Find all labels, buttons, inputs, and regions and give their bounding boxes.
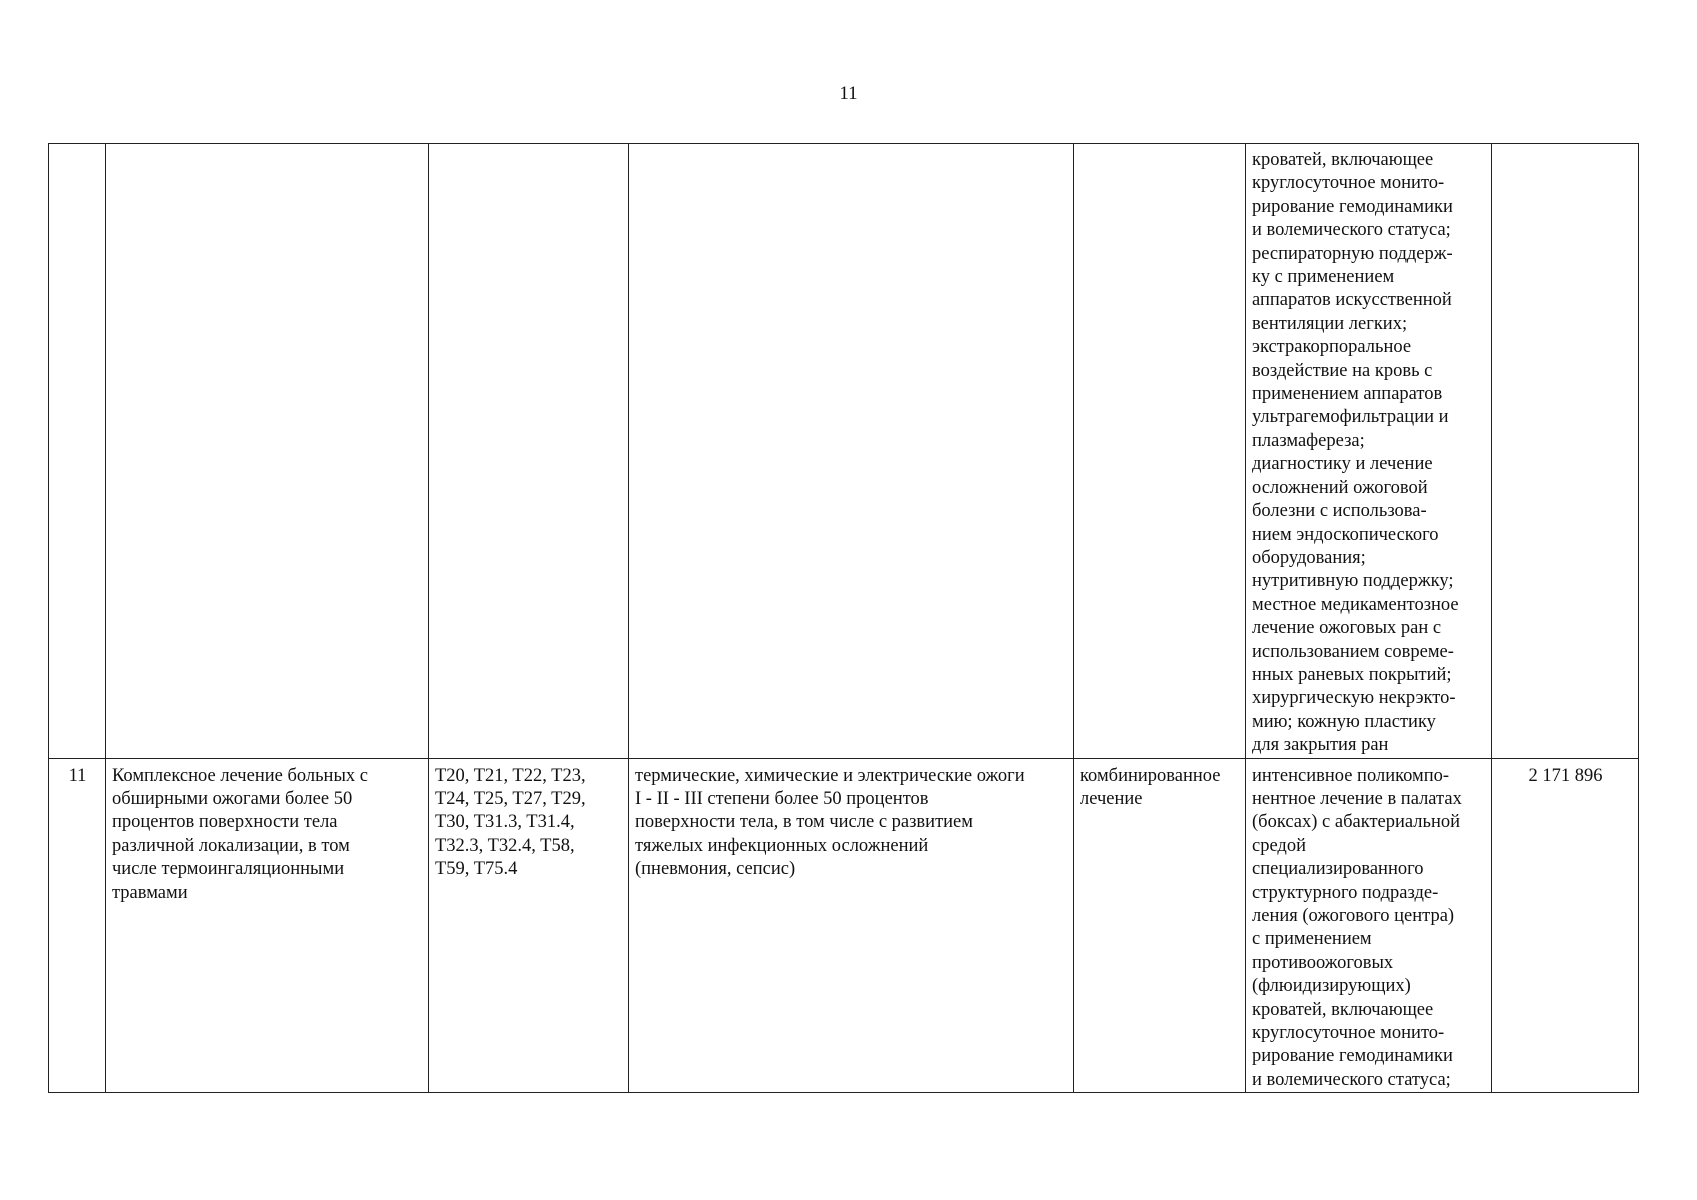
care-type-cell [106,144,429,759]
treatment-type-cell: комбинированное лечение [1074,758,1246,1093]
table-row [49,758,1639,1093]
cost-cell: 2 171 896 [1492,758,1639,1093]
patient-model-cell: термические, химические и электрические ожоги I - II - III степени более 50 процентов поверхности тела, в том числе с развитием тяжелых инфекционных осложнений (пневмония, сепсис) [629,758,1074,1093]
care-type-cell: Комплексное лечение больных с обширными ожогами более 50 процентов поверхности тела различной локализации, в том числе термоингаляционными травмами [106,758,429,1093]
page-number: 11 [839,83,858,104]
table-row [49,144,1639,759]
cost-cell [1492,144,1639,759]
row-number-cell: 11 [49,758,106,1093]
patient-model-cell [629,144,1074,759]
medical-care-table [48,143,1639,1093]
row-number-cell [49,144,106,759]
treatment-type-cell [1074,144,1246,759]
icd-codes-cell [429,144,629,759]
treatment-method-cell: кроватей, включающее круглосуточное монито- рирование гемодинамики и волемического статуса; респираторную поддерж- ку с применением аппаратов искусственной вентиляции легких; экстракорпоральное воздействие на кровь с применением аппаратов ультрагемофильтрации и плазмафереза; диагностику и лечение осложнений ожоговой болезни с использова- нием эндоскопического оборудования; нутритивную поддержку; местное медикаментозное лечение ожоговых ран с использованием совреме- нных раневых покрытий; хирургическую некрэкто- мию; кожную пластику для закрытия ран [1246,144,1492,759]
treatment-method-cell: интенсивное поликомпо- нентное лечение в палатах (боксах) с абактериальной средой специализированного структурного подразде- ления (ожогового центра) с применением противоожоговых (флюидизирующих) кроватей, включающее круглосуточное монито- рирование гемодинамики и волемического статуса; [1246,758,1492,1093]
icd-codes-cell: T20, T21, T22, T23, T24, T25, T27, T29, T30, T31.3, T31.4, T32.3, T32.4, T58, T59, T75.4 [429,758,629,1093]
